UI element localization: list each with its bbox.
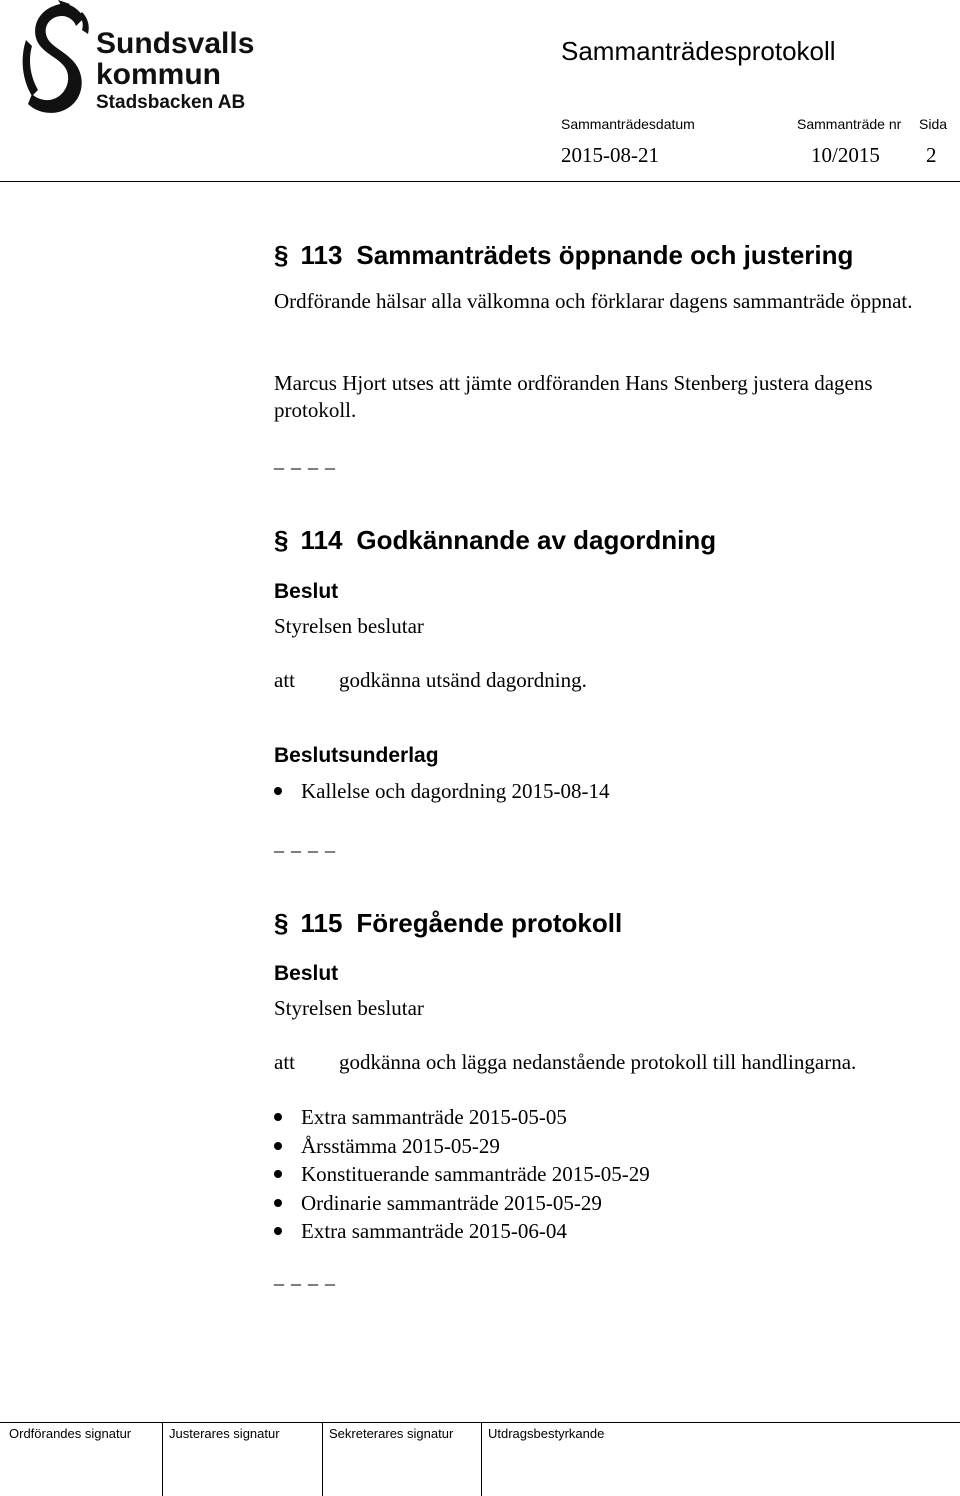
- bullet-icon: [274, 1142, 282, 1150]
- decision-att: att: [274, 668, 295, 692]
- list-item-text: Ordinarie sammanträde 2015-05-29: [301, 1190, 602, 1215]
- section-title: Föregående protokoll: [356, 908, 623, 938]
- bullet-icon: [274, 787, 282, 795]
- list-item: [274, 1132, 650, 1161]
- header-rule: [0, 181, 960, 182]
- footer-rule: [0, 1422, 960, 1423]
- footer-divider: [481, 1422, 482, 1496]
- section-number: 115: [300, 908, 343, 938]
- section-separator: _ _ _ _: [274, 450, 336, 472]
- section-number: 114: [300, 525, 343, 555]
- section-separator: _ _ _ _: [274, 1266, 336, 1288]
- page-label: Sida: [919, 116, 948, 132]
- adjuster-signature-label: Justerares signatur: [169, 1426, 280, 1441]
- list-item: [274, 1160, 650, 1189]
- list-item: [274, 777, 610, 806]
- decision-text: godkänna och lägga nedanstående protokoll till handlingarna.: [339, 1050, 857, 1074]
- logo-line-1: Sundsvalls: [96, 27, 255, 60]
- basis-list: [274, 777, 610, 806]
- footer-divider: [322, 1422, 323, 1496]
- list-item: [274, 1217, 650, 1246]
- basis-heading: Beslutsunderlag: [274, 744, 439, 767]
- list-item: [274, 1103, 650, 1132]
- decision-intro: Styrelsen beslutar: [274, 614, 424, 638]
- list-item: [274, 1189, 650, 1218]
- protocol-list: [274, 1103, 650, 1246]
- meeting-date-label: Sammanträdesdatum: [561, 116, 695, 132]
- logo-line-2: kommun: [96, 58, 222, 91]
- section-title: Sammanträdets öppnande och justering: [356, 240, 854, 270]
- decision-intro: Styrelsen beslutar: [274, 996, 424, 1020]
- section-title: Godkännande av dagordning: [356, 525, 717, 555]
- list-item-text: Kallelse och dagordning 2015-08-14: [301, 779, 610, 803]
- bullet-icon: [274, 1227, 282, 1235]
- page-number: 2: [926, 143, 937, 167]
- meeting-number: 10/2015: [811, 143, 880, 167]
- list-item-text: Extra sammanträde 2015-06-04: [301, 1219, 567, 1243]
- decision-heading: Beslut: [274, 962, 339, 985]
- meeting-number-label: Sammanträde nr: [797, 116, 902, 132]
- bullet-icon: [274, 1170, 282, 1178]
- section-heading-115: [274, 908, 622, 939]
- chair-signature-label: Ordförandes signatur: [9, 1426, 132, 1441]
- footer-divider: [162, 1422, 163, 1496]
- logo-line-3: Stadsbacken AB: [96, 92, 246, 113]
- decision-heading: Beslut: [274, 580, 339, 603]
- certified-extract-label: Utdragsbestyrkande: [488, 1426, 605, 1441]
- list-item-text: Årsstämma 2015-05-29: [301, 1133, 500, 1158]
- bullet-icon: [274, 1199, 282, 1207]
- section-symbol: §: [274, 908, 289, 938]
- secretary-signature-label: Sekreterares signatur: [329, 1426, 454, 1441]
- sundsvall-dragon-s-logo-icon: [23, 0, 89, 113]
- list-item-text: Konstituerande sammanträde 2015-05-29: [301, 1162, 650, 1186]
- list-item-text: Extra sammanträde 2015-05-05: [301, 1105, 567, 1129]
- section-separator: _ _ _ _: [274, 833, 336, 855]
- section-symbol: §: [274, 240, 289, 270]
- section-heading-114: [274, 525, 716, 556]
- sundsvall-logo: [12, 0, 262, 125]
- bullet-icon: [274, 1113, 282, 1121]
- section-number: 113: [300, 240, 343, 270]
- document-title: Sammanträdesprotokoll: [561, 36, 836, 66]
- section-113-paragraph-2: Marcus Hjort utses att jämte ordföranden Hans Stenberg justera dagens protokoll.: [274, 371, 873, 422]
- section-symbol: §: [274, 525, 289, 555]
- section-heading-113: [274, 240, 853, 271]
- section-113-paragraph-1: Ordförande hälsar alla välkomna och förklarar dagens sammanträde öppnat.: [274, 289, 913, 313]
- decision-text: godkänna utsänd dagordning.: [339, 668, 587, 692]
- meeting-date: 2015-08-21: [561, 143, 659, 167]
- decision-att: att: [274, 1050, 295, 1074]
